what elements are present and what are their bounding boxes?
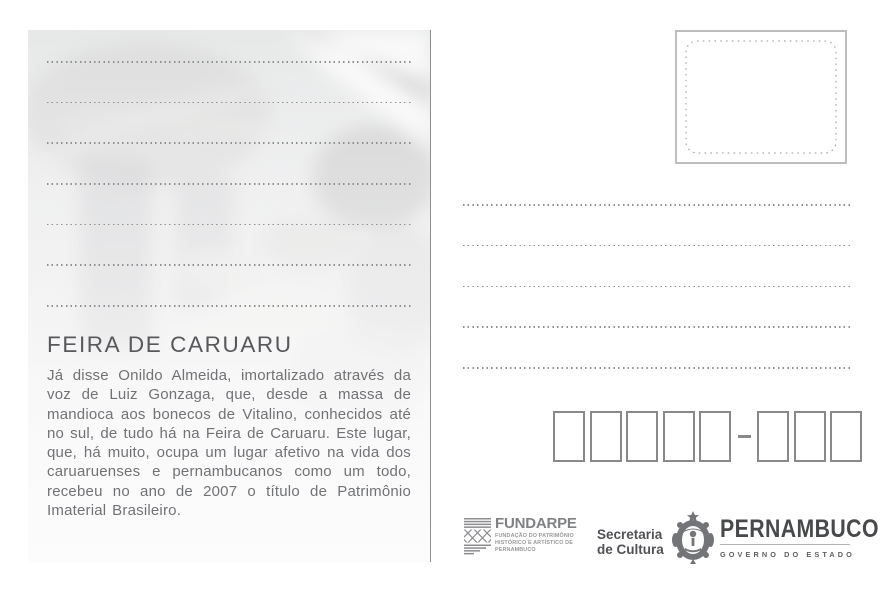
address-writing-line	[463, 326, 853, 328]
postcard-description: Já disse Onildo Almeida, imortalizado através da voz de Luiz Gonzaga, que, desde a massa de mandioca aos bonecos de Vitalino, conhecidos até no sul, de tudo há na Feira de Caruaru. Este lugar, que, há muito, ocupa um lugar afetivo na vida dos caruaruenses e pernambucanos como um todo, recebeu no ano de 2007 o título de Patrimônio Imaterial Brasileiro.	[47, 367, 411, 520]
message-lines	[47, 61, 412, 346]
cep-dash	[738, 435, 751, 438]
fundarpe-subtitle	[495, 533, 577, 553]
cep-digit-box	[663, 411, 695, 462]
pernambuco-text	[720, 511, 879, 565]
message-writing-line	[47, 305, 412, 307]
message-writing-line	[47, 224, 412, 226]
cep-digit-box	[553, 411, 585, 462]
fundarpe-subtitle-line: PERNAMBUCO	[495, 546, 536, 553]
address-writing-line	[463, 245, 853, 247]
stamp-box	[675, 30, 847, 164]
pernambuco-wordmark: PERNAMBUCO	[720, 515, 879, 543]
cep-digit-box	[699, 411, 731, 462]
pernambuco-rule	[720, 544, 850, 545]
address-writing-line	[463, 204, 853, 206]
message-writing-line	[47, 61, 412, 63]
message-writing-line	[47, 264, 412, 266]
message-writing-line	[47, 183, 412, 185]
secretaria-line: de Cultura	[597, 542, 664, 557]
fundarpe-logo-icon	[464, 517, 491, 556]
fundarpe-text	[495, 517, 577, 556]
stamp-dotted-border	[677, 32, 845, 162]
cep-digit-box	[830, 411, 862, 462]
fundarpe-logo	[464, 517, 577, 556]
fundarpe-subtitle-line: HISTÓRICO E ARTÍSTICO DE	[495, 539, 573, 546]
pernambuco-government-logo	[671, 511, 879, 565]
postcard-title: FEIRA DE CARUARU	[47, 332, 293, 357]
cep-digit-box	[794, 411, 826, 462]
pernambuco-tagline: GOVERNO DO ESTADO	[720, 550, 855, 559]
pernambuco-coat-of-arms-icon	[671, 511, 715, 565]
message-panel	[28, 30, 431, 562]
cep-field	[553, 411, 862, 462]
address-writing-line	[463, 367, 853, 369]
secretaria-de-cultura-logo	[597, 527, 664, 557]
message-writing-line	[47, 142, 412, 144]
fundarpe-name: FUNDARPE	[495, 515, 577, 532]
address-lines	[463, 204, 853, 408]
cep-digit-box	[626, 411, 658, 462]
cep-digit-box	[590, 411, 622, 462]
address-writing-line	[463, 286, 853, 288]
message-writing-line	[47, 102, 412, 104]
fundarpe-subtitle-line: FUNDAÇÃO DO PATRIMÔNIO	[495, 533, 574, 539]
cep-digit-box	[757, 411, 789, 462]
secretaria-line: Secretaria	[597, 527, 663, 542]
